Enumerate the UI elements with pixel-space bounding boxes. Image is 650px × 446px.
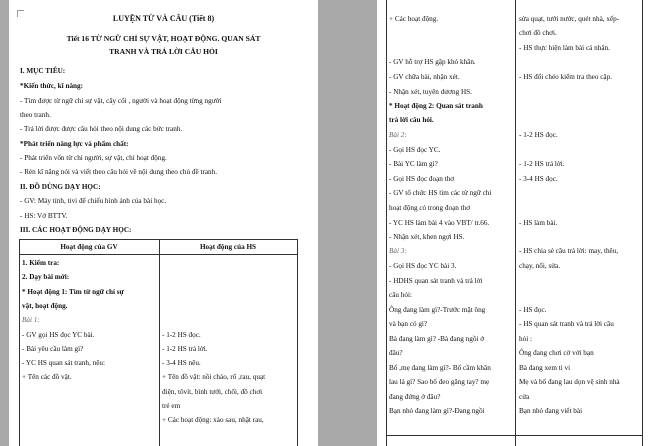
table-cell: - HS đổi chéo kiểm tra theo cặp. — [519, 73, 613, 81]
table-cell: trẻ em — [162, 402, 181, 410]
table-cell: Mẹ và bố đang lau dọn vệ sinh nhà — [519, 378, 620, 386]
table-cell: 2. Dạy bài mới: — [22, 273, 70, 281]
table-cell: lau lá gì? Sao bố đeo găng tay? mẹ — [389, 378, 490, 386]
lesson-subtitle-line2: TRANH VÀ TRẢ LỜI CÂU HỎI — [109, 47, 218, 56]
table-cell: Bài 1: — [22, 316, 40, 324]
section-heading-objectives: I. MỤC TIÊU: — [20, 67, 66, 75]
table-cell: trả lời câu hỏi. — [389, 116, 434, 124]
table-cell: cửa — [519, 393, 530, 401]
lesson-title — [9, 14, 318, 23]
table-cell: + Tên các đồ vật. — [22, 373, 72, 381]
table-cell: + Các hoạt động. — [389, 15, 439, 23]
table-cell: hoạt động có trong đoạn thơ — [389, 204, 471, 212]
table-cell: Bạn nhỏ đang viết bài — [519, 407, 583, 415]
table-cell: * Hoạt động 2: Quan sát tranh — [389, 102, 483, 110]
table-cell: + Các hoạt động: xào sau, nhặt rau, — [162, 416, 264, 424]
table-cell: - Bài yêu cầu làm gì? — [22, 345, 84, 353]
knowledge-item: theo tranh. — [20, 111, 51, 119]
knowledge-item: - Trả lời được được câu hỏi theo nội dung các bức tranh. — [20, 125, 183, 133]
skills-item: - Rèn kĩ năng nói và viết theo câu hỏi về nội dung theo chủ đề tranh. — [20, 168, 218, 176]
table-cell: - GV hỗ trợ HS gặp khó khăn. — [389, 58, 476, 66]
table-cell: - 1-2 HS trả lời. — [519, 160, 565, 168]
equipment-item: - GV: Máy tính, tivi để chiếu hình ảnh của bài học. — [20, 197, 167, 205]
table-cell: - Gọi HS đọc YC. — [389, 146, 441, 154]
table-cell: - Nhận xét, tuyên dương HS. — [389, 88, 472, 96]
table-cell: Ông đang chơi cờ với bạn — [519, 349, 594, 357]
table-cell: - GV tổ chức HS tìm các từ ngữ chỉ — [389, 189, 492, 197]
table-cell: chạy, nối, sửa. — [519, 262, 561, 270]
table-cell: - Bài YC làm gì? — [389, 160, 438, 168]
table-cell: Ông đang làm gì?-Trước mặt ông — [389, 306, 486, 314]
table-cell: đang đứng ở đâu? — [389, 393, 441, 401]
table-cell: điện, tôvít, bình tưới, chổi, đồ chơi — [162, 388, 263, 396]
table-cell: - 1-2 HS trả lời. — [162, 345, 208, 353]
document-page-left — [9, 0, 318, 446]
table-cell: + Tên đồ vật: nồi cháo, rổ ,rau, quạt — [162, 373, 266, 381]
table-cell: đâu? — [389, 349, 403, 357]
table-cell: - HS đọc. — [519, 306, 547, 314]
table-cell: - 3-4 HS nêu. — [162, 359, 201, 367]
table-cell: hỏi : — [519, 335, 532, 343]
table-cell: - HS làm bài. — [519, 219, 558, 227]
section-heading-equipment: II. ĐỒ DÙNG DẠY HỌC: — [20, 183, 101, 191]
table-cell: Bà đang xem ti vi — [519, 364, 571, 372]
table-cell: - Nhận xét, khen ngợi HS. — [389, 233, 465, 241]
table-cell: - GV gọi HS đọc YC bài. — [22, 331, 95, 339]
section-heading-activities: III. CÁC HOẠT ĐỘNG DẠY HỌC: — [20, 226, 132, 234]
table-cell: * Hoạt động 1: Tìm từ ngữ chỉ sự — [22, 288, 124, 296]
skills-item: - Phát triển vốn từ chỉ người, sự vật, chỉ hoạt động. — [20, 154, 167, 162]
document-page-right — [377, 0, 650, 446]
table-cell: - HS thực hiện làm bài cá nhân. — [519, 44, 610, 52]
table-cell: - HS chia sẻ câu trả lời: may, thêu, — [519, 247, 619, 255]
table-cell: Bạn nhỏ đang làm gì?-Đang ngồi — [389, 407, 485, 415]
table-cell: 1. Kiểm tra: — [22, 259, 60, 267]
table-cell: Bài 3: — [389, 247, 407, 255]
table-cell: Bà đang làm gì? -Bà đang ngồi ở — [389, 335, 485, 343]
table-cell: chơi đồ chơi. — [519, 29, 557, 37]
lesson-subtitle-line1: Tiết 16 TỪ NGỮ CHỈ SỰ VẬT, HOẠT ĐỘNG. QUAN SÁT — [66, 34, 261, 43]
column-header-teacher: Hoạt động của GV — [60, 243, 118, 251]
table-cell: và bạn có gì? — [389, 320, 428, 328]
table-cell: - HS quan sát tranh và trả lời câu — [519, 320, 614, 328]
knowledge-item: - Tìm được từ ngữ chỉ sự vật, cây cối , người và hoạt động từng người — [20, 97, 222, 105]
table-cell: - HDHS quan sát tranh và trả lời — [389, 277, 483, 285]
table-cell: - Gọi HS đọc YC bài 3. — [389, 262, 457, 270]
knowledge-heading: *Kiến thức, kĩ năng: — [20, 82, 84, 90]
table-cell: - Gọi HS đọc đoạn thơ — [389, 175, 455, 183]
table-cell: sửa quạt, tưới nước, quét nhà, xếp- — [519, 15, 620, 23]
equipment-item: - HS: Vở BTTV. — [20, 212, 68, 220]
table-cell: - YC HS làm bài 4 vào VBT/ tr.66. — [389, 219, 490, 227]
table-cell: câu hỏi: — [389, 291, 412, 299]
lesson-title-text: LUYỆN TỪ VÀ CÂU (Tiết 8) — [112, 14, 215, 23]
table-cell: Bài 2: — [389, 131, 407, 139]
table-cell: vật, hoạt động. — [22, 302, 68, 310]
skills-heading: *Phát triển năng lực và phẩm chất: — [20, 140, 129, 148]
table-cell: - 1-2 HS đọc. — [519, 131, 558, 139]
column-header-student: Hoạt động của HS — [199, 243, 257, 251]
table-cell: Bố ,mẹ đang làm gì?- Bố cầm khăn — [389, 364, 491, 372]
table-cell: - GV chữa bài, nhận xét. — [389, 73, 460, 81]
table-cell: - 1-2 HS đọc. — [162, 331, 201, 339]
table-cell: - YC HS quan sát tranh, nêu: — [22, 359, 105, 367]
table-cell: - 3-4 HS đọc. — [519, 175, 558, 183]
